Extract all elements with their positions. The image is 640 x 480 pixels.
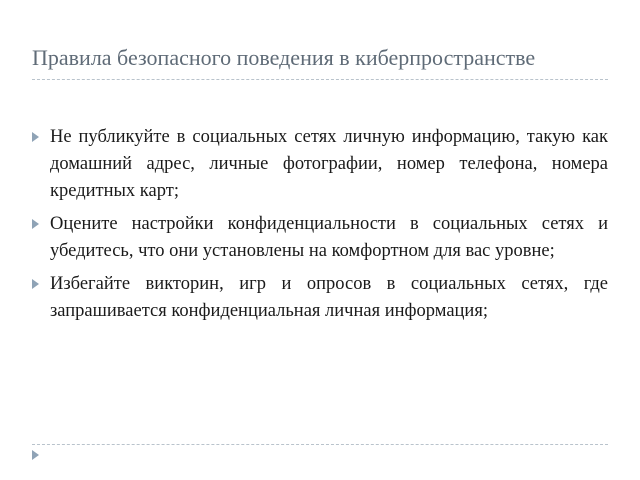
triangle-bullet-icon bbox=[32, 219, 39, 229]
bullet-text: Оцените настройки конфиденциальности в социальных сетях и убедитесь, что они установлены на комфортном для вас уровне; bbox=[50, 214, 608, 261]
bullet-item bbox=[32, 124, 608, 205]
triangle-bullet-icon bbox=[32, 450, 39, 460]
triangle-bullet-icon bbox=[32, 279, 39, 289]
bullet-item bbox=[32, 211, 608, 265]
bullet-text: Не публикуйте в социальных сетях личную информацию, такую как домашний адрес, личные фотографии, номер телефона, номера кредитных карт; bbox=[50, 127, 608, 201]
bullet-text: Избегайте викторин, игр и опросов в социальных сетях, где запрашивается конфиденциальная личная информация; bbox=[50, 274, 608, 321]
slide-title: Правила безопасного поведения в киберпространстве bbox=[32, 45, 536, 70]
triangle-bullet-icon bbox=[32, 132, 39, 142]
bullet-list bbox=[32, 124, 608, 331]
title-divider bbox=[32, 79, 608, 80]
bullet-item bbox=[32, 271, 608, 325]
footer-divider bbox=[32, 444, 608, 445]
